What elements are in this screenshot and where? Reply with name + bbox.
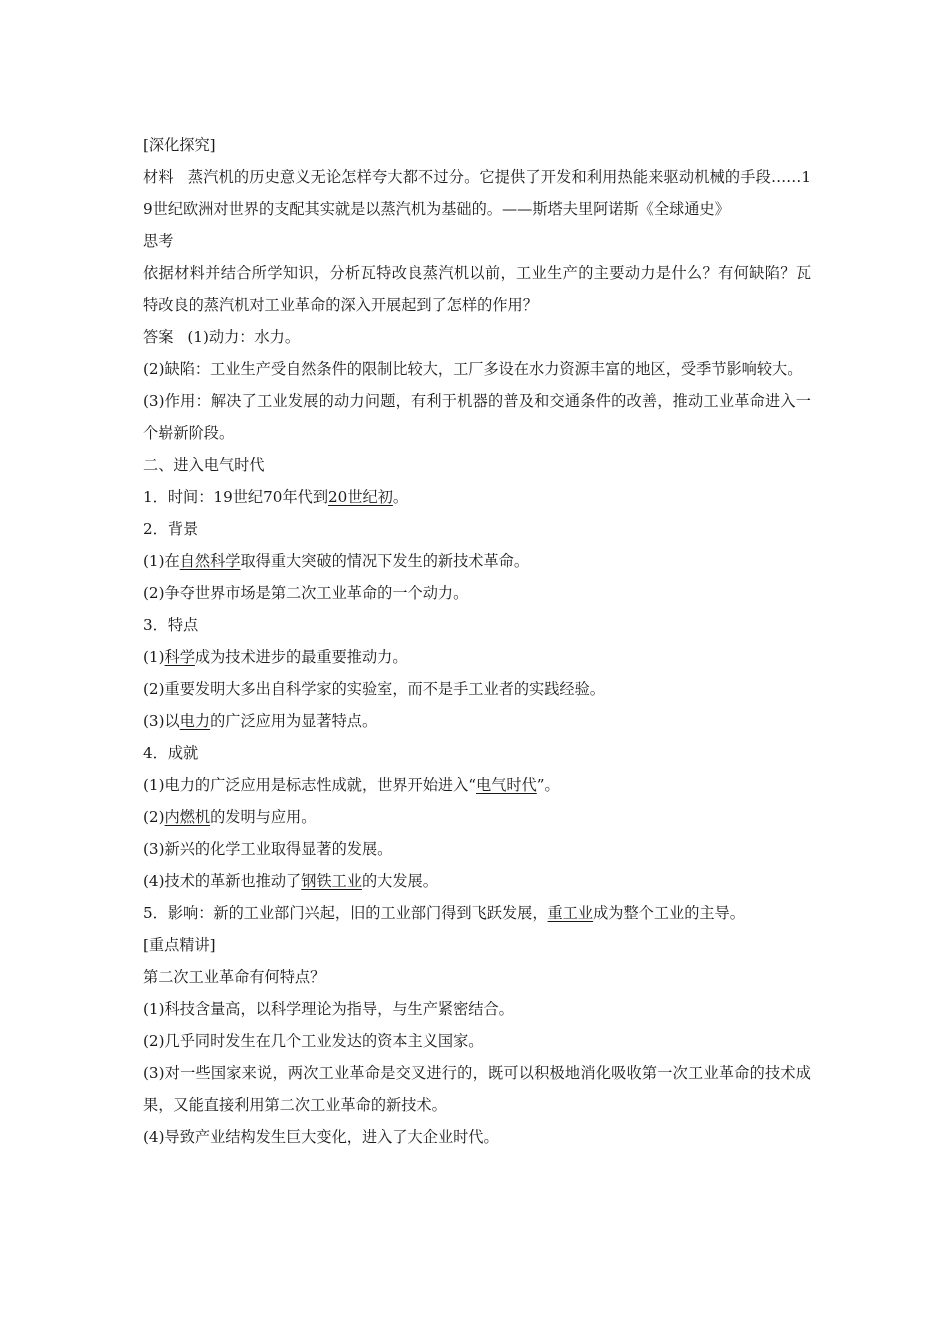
feature-item-2: (2)重要发明大多出自科学家的实验室，而不是手工业者的实践经验。 (143, 680, 605, 698)
achievement-item-1-term: 电气时代 (476, 776, 537, 794)
features-title: 3．特点 (143, 616, 199, 634)
achievement-item-2 (143, 801, 811, 833)
background-item-1-prefix: (1)在 (143, 552, 180, 570)
answer-item-1: (1)动力：水力。 (187, 328, 301, 346)
time-underlined-term: 20世纪初 (328, 488, 393, 506)
feature-item-3 (143, 705, 811, 737)
impact-prefix: 5．影响：新的工业部门兴起，旧的工业部门得到飞跃发展， (143, 904, 548, 922)
achievement-item-4 (143, 865, 811, 897)
achievement-item-4-suffix: 的大发展。 (361, 872, 438, 890)
time-item (143, 481, 811, 513)
answer-item-2: (2)缺陷：工业生产受自然条件的限制比较大，工厂多设在水力资源丰富的地区，受季节影响较大。 (143, 360, 803, 378)
achievement-item-2-suffix: 的发明与应用。 (210, 808, 317, 826)
material-label: 材料 (143, 168, 174, 186)
key-point-2: (2)几乎同时发生在几个工业发达的资本主义国家。 (143, 1032, 484, 1050)
document-page (143, 129, 811, 1153)
think-label: 思考 (143, 232, 174, 250)
impact-suffix: 成为整个工业的主导。 (593, 904, 745, 922)
section-heading-deep-inquiry: [深化探究] (143, 136, 216, 154)
achievement-item-4-term: 钢铁工业 (301, 872, 362, 890)
feature-item-1 (143, 641, 811, 673)
time-suffix: 。 (392, 488, 409, 506)
achievement-item-1 (143, 769, 811, 801)
background-item-1 (143, 545, 811, 577)
feature-item-1-term: 科学 (164, 648, 195, 666)
achievement-item-2-term: 内燃机 (164, 808, 211, 826)
feature-item-3-prefix: (3)以 (143, 712, 180, 730)
section2-title: 二、进入电气时代 (143, 456, 265, 474)
answer-label: 答案 (143, 328, 174, 346)
feature-item-3-term: 电力 (179, 712, 211, 730)
answer-line-1 (143, 321, 811, 353)
answer-item-3: (3)作用：解决了工业发展的动力问题，有利于机器的普及和交通条件的改善，推动工业革命进入一个崭新阶段。 (143, 392, 811, 442)
feature-item-3-suffix: 的广泛应用为显著特点。 (210, 712, 378, 730)
key-point-1: (1)科技含量高，以科学理论为指导，与生产紧密结合。 (143, 1000, 514, 1018)
time-prefix: 1．时间：19世纪70年代到 (143, 488, 329, 506)
background-item-1-term: 自然科学 (179, 552, 241, 570)
impact-item (143, 897, 811, 929)
key-point-3: (3)对一些国家来说，两次工业革命是交叉进行的，既可以积极地消化吸收第一次工业革命的技术成果，又能直接利用第二次工业革命的新技术。 (143, 1064, 811, 1114)
impact-term: 重工业 (547, 904, 594, 922)
achievement-item-2-prefix: (2) (143, 808, 165, 826)
achievement-item-3: (3)新兴的化学工业取得显著的发展。 (143, 840, 393, 858)
section-heading-key-points: [重点精讲] (143, 936, 216, 954)
key-question: 第二次工业革命有何特点？ (143, 968, 326, 986)
feature-item-1-prefix: (1) (143, 648, 165, 666)
background-title: 2．背景 (143, 520, 199, 538)
achievements-title: 4．成就 (143, 744, 199, 762)
material-text: 蒸汽机的历史意义无论怎样夸大都不过分。它提供了开发和利用热能来驱动机械的手段……19世纪欧洲对世界的支配其实就是以蒸汽机为基础的。——斯塔夫里阿诺斯《全球通史》 (143, 168, 812, 218)
achievement-item-1-prefix: (1)电力的广泛应用是标志性成就，世界开始进入“ (143, 776, 477, 794)
question-paragraph: 依据材料并结合所学知识，分析瓦特改良蒸汽机以前，工业生产的主要动力是什么？有何缺陷？瓦特改良的蒸汽机对工业革命的深入开展起到了怎样的作用？ (143, 264, 811, 314)
background-item-2: (2)争夺世界市场是第二次工业革命的一个动力。 (143, 584, 469, 602)
feature-item-1-suffix: 成为技术进步的最重要推动力。 (194, 648, 408, 666)
material-paragraph (143, 161, 811, 225)
achievement-item-1-suffix: ”。 (536, 776, 560, 794)
key-point-4: (4)导致产业结构发生巨大变化，进入了大企业时代。 (143, 1128, 499, 1146)
achievement-item-4-prefix: (4)技术的革新也推动了 (143, 872, 302, 890)
background-item-1-suffix: 取得重大突破的情况下发生的新技术革命。 (240, 552, 530, 570)
